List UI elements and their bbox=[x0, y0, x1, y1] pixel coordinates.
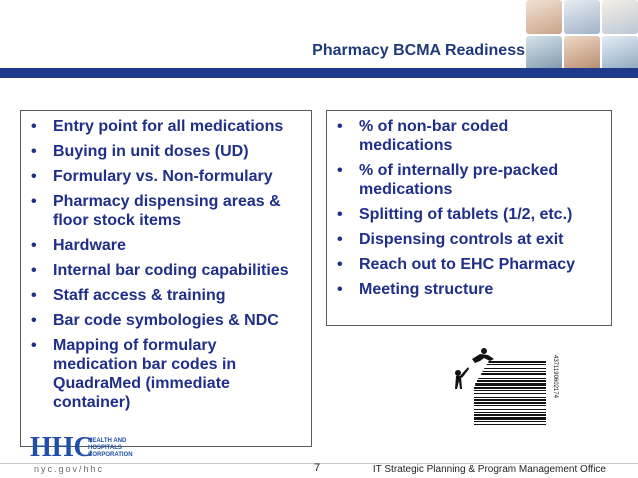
page-number: 7 bbox=[314, 462, 321, 474]
photo-team bbox=[602, 36, 638, 70]
footer-office-text: IT Strategic Planning & Program Management Office bbox=[372, 464, 606, 475]
bullet-text: Internal bar coding capabilities bbox=[53, 262, 289, 279]
bullet-item bbox=[31, 311, 305, 330]
bullet-item bbox=[337, 280, 605, 299]
bullet-item bbox=[31, 117, 305, 136]
right-bullet-box bbox=[326, 110, 612, 326]
bullet-text: Dispensing controls at exit bbox=[359, 231, 564, 248]
bullet-item bbox=[31, 286, 305, 305]
hhc-logo-line3: CORPORATION bbox=[88, 452, 133, 458]
bullet-item bbox=[337, 117, 605, 155]
bullet-text: Entry point for all medications bbox=[53, 118, 284, 135]
bullet-text: Buying in unit doses (UD) bbox=[53, 143, 249, 160]
bullet-icon: • bbox=[31, 337, 37, 354]
bullet-item bbox=[337, 205, 605, 224]
barcode-bar bbox=[477, 380, 546, 382]
bullet-item bbox=[31, 142, 305, 161]
barcode-icon bbox=[474, 361, 546, 425]
barcode-bar bbox=[474, 405, 546, 406]
bullet-item bbox=[337, 230, 605, 249]
bullet-text: Pharmacy dispensing areas & floor stock items bbox=[53, 193, 281, 229]
barcode-bar bbox=[474, 397, 546, 398]
bullet-text: Bar code symbologies & NDC bbox=[53, 312, 279, 329]
bullet-icon: • bbox=[337, 206, 343, 223]
climber-hanging-icon bbox=[455, 367, 469, 389]
bullet-item bbox=[31, 336, 305, 412]
bullet-icon: • bbox=[337, 256, 343, 273]
barcode-bar bbox=[474, 414, 546, 416]
bullet-icon: • bbox=[337, 231, 343, 248]
barcode-bar bbox=[474, 409, 546, 410]
photo-doctor bbox=[526, 0, 562, 34]
bullet-item bbox=[31, 167, 305, 186]
bullet-icon: • bbox=[31, 193, 37, 210]
hhc-logo bbox=[30, 430, 140, 460]
barcode-bar bbox=[478, 378, 546, 379]
barcode-number: 4371190602174 bbox=[552, 355, 558, 398]
climber-top-icon bbox=[472, 348, 494, 363]
bullet-item bbox=[31, 261, 305, 280]
title-rule bbox=[0, 68, 638, 78]
barcode-bar bbox=[474, 399, 546, 401]
barcode-bar bbox=[474, 417, 546, 420]
bullet-text: Reach out to EHC Pharmacy bbox=[359, 256, 576, 273]
bullet-text: Splitting of tablets (1/2, etc.) bbox=[359, 206, 573, 223]
barcode-bar bbox=[474, 387, 546, 389]
left-bullet-list bbox=[21, 111, 311, 412]
bullet-icon: • bbox=[337, 281, 343, 298]
bullet-item bbox=[31, 192, 305, 230]
bullet-icon: • bbox=[31, 262, 37, 279]
photo-patient bbox=[526, 36, 562, 70]
bullet-icon: • bbox=[31, 312, 37, 329]
bullet-item bbox=[337, 255, 605, 274]
bullet-text: Hardware bbox=[53, 237, 126, 254]
barcode-bar bbox=[481, 373, 546, 375]
barcode-bar bbox=[474, 402, 546, 404]
bullet-text: Formulary vs. Non-formulary bbox=[53, 168, 273, 185]
bullet-icon: • bbox=[31, 287, 37, 304]
barcode-bar bbox=[474, 393, 546, 394]
bullet-item bbox=[337, 161, 605, 199]
bullet-text: % of internally pre-packed medications bbox=[359, 162, 559, 198]
photo-clinician bbox=[564, 36, 600, 70]
bullet-text: Staff access & training bbox=[53, 287, 226, 304]
barcode-climber-illustration bbox=[450, 345, 570, 425]
bullet-text: Mapping of formulary medication bar codes in QuadraMed (immediate container) bbox=[53, 337, 237, 411]
hhc-logo-line1: HEALTH AND bbox=[88, 438, 127, 444]
hhc-logo-letters: HHC bbox=[30, 432, 94, 460]
bullet-icon: • bbox=[31, 168, 37, 185]
barcode-bar bbox=[474, 424, 546, 425]
bullet-item bbox=[31, 236, 305, 255]
bullet-icon: • bbox=[31, 143, 37, 160]
barcode-bar bbox=[487, 364, 546, 365]
bullet-icon: • bbox=[337, 162, 343, 179]
right-bullet-list bbox=[327, 111, 611, 299]
barcode-bar bbox=[474, 421, 546, 422]
slide-title: Pharmacy BCMA Readiness bbox=[312, 42, 525, 59]
barcode-bar bbox=[488, 361, 546, 363]
photo-nurse bbox=[602, 0, 638, 34]
barcode-bar bbox=[474, 412, 546, 413]
barcode-bar bbox=[484, 368, 546, 369]
bullet-icon: • bbox=[31, 237, 37, 254]
bullet-text: Meeting structure bbox=[359, 281, 494, 298]
bullet-icon: • bbox=[31, 118, 37, 135]
hhc-url: nyc.gov/hhc bbox=[34, 464, 105, 474]
barcode-bar bbox=[482, 371, 546, 372]
header-photo-strip bbox=[526, 0, 638, 70]
hhc-logo-line2: HOSPITALS bbox=[88, 445, 122, 451]
bullet-text: % of non-bar coded medications bbox=[359, 118, 509, 154]
barcode-bar bbox=[474, 390, 546, 391]
bullet-icon: • bbox=[337, 118, 343, 135]
left-bullet-box bbox=[20, 110, 312, 447]
photo-staff bbox=[564, 0, 600, 34]
barcode-bar bbox=[475, 383, 546, 386]
